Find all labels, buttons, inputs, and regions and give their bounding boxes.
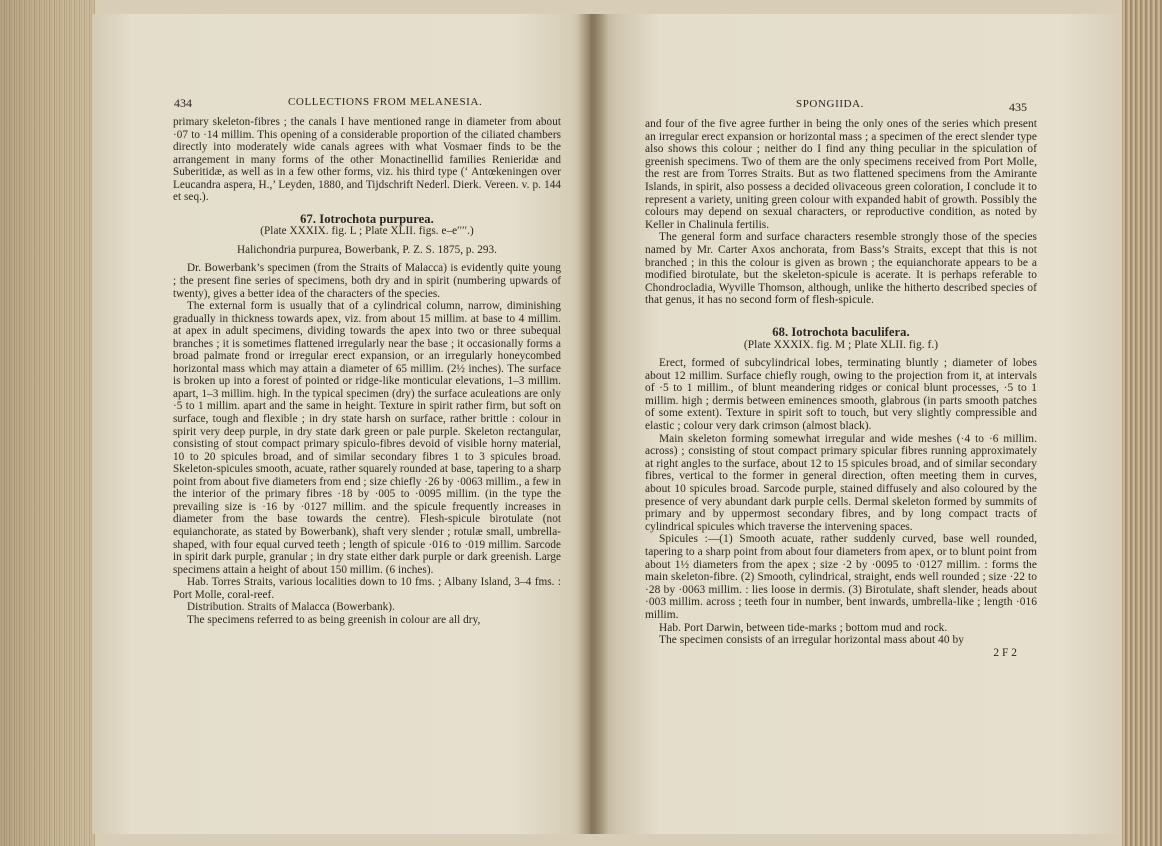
- species-68-title: 68. Iotrochota baculifera.: [772, 324, 910, 339]
- species-67-synonym: Halichondria purpurea, Bowerbank, P. Z. S. 1875, p. 293.: [236, 243, 498, 256]
- paragraph: and four of the five agree further in being the only ones of the series which present an irregular erect expansion or horizontal mass ; a specimen of the erect slender type also shows this colour ; neither do I find any thing peculiar in the spiculation of greenish specimens. Two of them are the only specimens received from Port Molle, the rest are from Torres Straits. But as two flattened specimens from the Amirante Islands, in spirit, also possess a decided olivaceous green coloration, I conclude it to represent a variety, uniting green colour with expanded habit of growth. Possibly the colours may depend on sexual characters, or reproductive condition, as noted by Keller in Chalinula fertilis.: [645, 118, 1037, 231]
- habitat-paragraph: Hab. Port Darwin, between tide-marks ; bottom mud and rock.: [659, 621, 948, 634]
- left-page-number: 434: [174, 96, 192, 110]
- paragraph: Erect, formed of subcylindrical lobes, terminating bluntly ; diameter of lobes about 12 millim. Surface chiefly rough, owing to the projection from it, at intervals of ·5 to 1 millim., of blunt meandering ridges or conical blunt processes, ·5 to 1 millim. high ; dermis between eminences smooth, glabrous (in parts smooth patches of some extent). Texture in spirit soft to touch, but very slightly compressible and elastic ; colour very dark crimson (almost black).: [645, 357, 1037, 433]
- species-67-plate: (Plate XXXIX. fig. L ; Plate XLII. figs. e–e′′′′.): [260, 225, 474, 238]
- paragraph: The general form and surface characters resemble strongly those of the species named by Mr. Carter Axos anchorata, from Bass’s Straits, except that this is not branched ; in this the colour is given as brown ; the equianchorate appears to be a modified birotulate, but the skeleton-spicule is acerate. It is perhaps referable to Chondrocladia, Wyville Thomson, although, unlike the hitherto described species of that genus, it has no second form of flesh-spicule.: [645, 231, 1037, 307]
- right-page-number: 435: [1009, 100, 1027, 114]
- intro-paragraph: primary skeleton-fibres ; the canals I have mentioned range in diameter from about ·07 to ·14 millim. This opening of a considerable proportion of the ciliated chambers directly into moderately wide canals agrees with what Vosmaer finds to be the arrangement in many forms of the other Monactinellid families Renieridæ and Suberitidæ, as well as in a few other forms, viz. his third type (‘ Antœkeningen over Leucandra aspera, H.,’ Leyden, 1880, and Tijdschrift Nederl. Dierk. Vereen. v. p. 144 et seq.).: [173, 116, 561, 204]
- left-column: [173, 116, 561, 626]
- paragraph: Dr. Bowerbank’s specimen (from the Straits of Malacca) is evidently quite young ; the present fine series of specimens, both dry and in spirit (numbering upwards of twenty), gives a better idea of the characters of the species.: [173, 262, 561, 300]
- paragraph: The specimens referred to as being greenish in colour are all dry,: [187, 613, 481, 626]
- distribution-paragraph: Distribution. Straits of Malacca (Bowerbank).: [187, 601, 395, 614]
- spicules-paragraph: Spicules :—(1) Smooth acuate, rather suddenly curved, base well rounded, tapering to a sharp point from about four diameters from apex, or to blunt point from about 1½ diameters from the apex ; size ·2 by ·0095 to ·0127 millim. : forms the main skeleton-fibre. (2) Smooth, cylindrical, straight, ends well rounded ; size ·22 to ·28 by ·0063 millim. : lies loose in dermis. (3) Birotulate, shaft slender, heads about ·003 millim. across ; teeth four in number, bent inwards, umbrella-like ; length ·016 millim.: [645, 533, 1037, 621]
- book-gutter: [578, 14, 608, 834]
- right-running-head: SPONGIIDA.: [796, 98, 865, 110]
- paragraph: Main skeleton forming somewhat irregular and wide meshes (·4 to ·6 millim. across) ; consisting of stout compact primary spicular fibres running approximately at right angles to the surface, about 12 to 15 spicules broad, and of similar secondary fibres, vertical to the former in general direction, often meeting them in curves, about 10 spicules broad. Sarcode purple, stained diffusely and also coloured by the presence of very abundant dark purple cells. Dermal skeleton formed by summits of primary and by uppermost secondary fibres, and by long compact tracts of cylindrical spicules which traverse the intervening spaces.: [645, 432, 1037, 533]
- right-column: [645, 118, 1037, 659]
- paragraph: The specimen consists of an irregular horizontal mass about 40 by: [659, 634, 965, 647]
- signature-mark: 2 F 2: [993, 646, 1017, 659]
- species-67-title: 67. Iotrochota purpurea.: [300, 211, 434, 226]
- left-page-edges: [0, 0, 95, 846]
- habitat-paragraph: Hab. Torres Straits, various localities down to 10 fms. ; Albany Island, 3–4 fms. : Port Molle, coral-reef.: [173, 576, 561, 601]
- right-page-edges: [1122, 0, 1162, 846]
- left-running-head: COLLECTIONS FROM MELANESIA.: [288, 96, 483, 108]
- species-68-plate: (Plate XXXIX. fig. M ; Plate XLII. fig. f.): [743, 338, 939, 351]
- paragraph: The external form is usually that of a cylindrical column, narrow, diminishing gradually in thickness towards apex, viz. from about 15 millim. at base to 4 millim. at apex in adult specimens, dividing towards the apex into two or three subequal branches ; it is sometimes flattened irregularly near the base ; it occasionally forms a broad palmate frond or irregular erect expansion, or an irregularly honeycombed horizontal mass which may attain a diameter of 65 millim. (2½ inches). The surface is broken up into a forest of pointed or ridge-like monticular elevations, 1–3 millim. apart, 1–3 millim. high. In the typical specimen (dry) the surface aculeations are only ·5 to 1 millim. apart and the same in height. Texture in spirit rather firm, but soft on surface, tough and flexible ; in dry state harsh on surface, rather brittle : colour in spirit very deep purple, in dry state dark green or pale purple. Skeleton rectangular, consisting of stout compact primary spiculo-fibres devoid of visible horny material, 10 to 20 spicules broad, and of similar secondary fibres 1 to 3 spicules broad. Skeleton-spicules smooth, acuate, rather squarely rounded at base, tapering to a sharp point from about five diameters from end ; size chiefly ·26 by ·0063 millim., a few in the interior of the primary fibres ·18 by ·005 to ·0095 millim. (in the type the prevailing size is ·16 by ·0127 millim. and the spicule frequently increases in diameter from the base towards the centre). Flesh-spicule birotulate (not equianchorate, as stated by Bowerbank), shaft very slender ; rotulæ small, umbrella-shaped, with four equal curved teeth ; length of spicule ·016 to ·019 millim. Sarcode in spirit dark purple, granular ; in dry state either dark purple or dark greenish. Large specimens attain a height of about 150 millim. (6 inches).: [173, 300, 561, 576]
